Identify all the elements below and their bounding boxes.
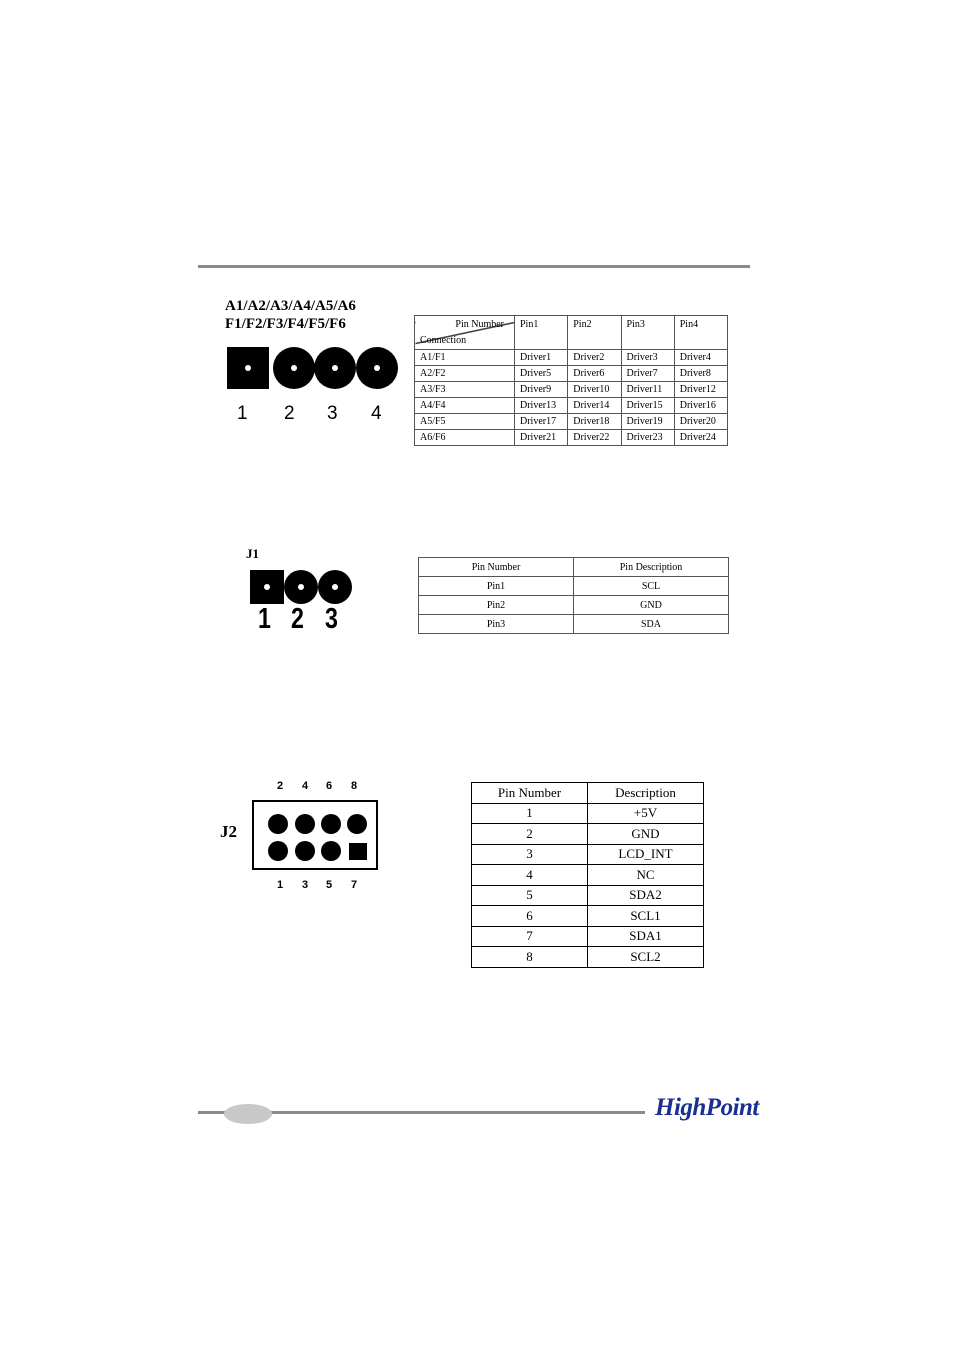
diagonal-header-cell: [415, 316, 515, 350]
header-pin-number: Pin Number: [455, 319, 504, 330]
table-header-row: [472, 783, 704, 804]
pin-6-circle: [321, 814, 341, 834]
table-cell: Driver13: [515, 398, 568, 414]
table-row: [419, 615, 729, 634]
table-cell: Driver18: [568, 414, 621, 430]
header-rule: [198, 265, 750, 268]
table-cell: Driver24: [674, 430, 727, 446]
table-cell: Driver19: [621, 414, 674, 430]
table-cell: A6/F6: [415, 430, 515, 446]
table-cell: Driver10: [568, 382, 621, 398]
pin-number-label: 3: [302, 879, 309, 891]
table-cell: Driver7: [621, 366, 674, 382]
table-cell: Driver22: [568, 430, 621, 446]
pin-5-circle: [321, 841, 341, 861]
table-row: [472, 947, 704, 968]
pin-8-circle: [347, 814, 367, 834]
table-cell: Driver5: [515, 366, 568, 382]
table-cell: Driver11: [621, 382, 674, 398]
table-cell: Driver17: [515, 414, 568, 430]
table-cell: GND: [588, 824, 704, 845]
table-cell: GND: [574, 596, 729, 615]
pin-number-label: 2: [277, 780, 284, 792]
table-row: [415, 382, 728, 398]
header-cell: Pin4: [674, 316, 727, 350]
table-row: [419, 577, 729, 596]
table-cell: 5: [472, 885, 588, 906]
table-cell: Driver12: [674, 382, 727, 398]
header-cell: Description: [588, 783, 704, 804]
table-row: [415, 398, 728, 414]
pin-number-label: 3: [325, 603, 338, 635]
table-cell: A3/F3: [415, 382, 515, 398]
table-cell: Driver14: [568, 398, 621, 414]
page-number-oval: [224, 1104, 272, 1124]
pin-number-label: 3: [327, 403, 338, 424]
pin-7-square: [349, 843, 367, 860]
table-cell: Driver9: [515, 382, 568, 398]
table-cell: 4: [472, 865, 588, 886]
pin-4-circle: [295, 814, 315, 834]
table-cell: Pin1: [419, 577, 574, 596]
table-cell: Driver21: [515, 430, 568, 446]
header-cell: Pin2: [568, 316, 621, 350]
table-cell: NC: [588, 865, 704, 886]
pin-4-circle: [356, 347, 398, 389]
pin-number-label: 4: [302, 780, 309, 792]
header-cell: Pin Number: [472, 783, 588, 804]
pin-number-label: 1: [258, 603, 271, 635]
table-cell: A1/F1: [415, 350, 515, 366]
table-cell: Driver3: [621, 350, 674, 366]
connector-j1-label: J1: [246, 546, 259, 561]
table-cell: SDA1: [588, 926, 704, 947]
table-cell: Pin2: [419, 596, 574, 615]
table-cell: Driver20: [674, 414, 727, 430]
table-cell: A2/F2: [415, 366, 515, 382]
table-row: [415, 414, 728, 430]
table-row: [472, 803, 704, 824]
table-header-row: [415, 316, 728, 350]
table-row: [415, 350, 728, 366]
table-row: [415, 430, 728, 446]
table-cell: Driver6: [568, 366, 621, 382]
pin-number-label: 8: [351, 780, 358, 792]
header-cell: Pin Number: [419, 558, 574, 577]
pin-number-label: 4: [371, 403, 382, 424]
table-cell: SCL: [574, 577, 729, 596]
table-cell: SDA2: [588, 885, 704, 906]
table-row: [419, 596, 729, 615]
header-cell: Pin Description: [574, 558, 729, 577]
table-cell: 1: [472, 803, 588, 824]
pin-number-label: 5: [326, 879, 333, 891]
pin-3-circle: [314, 347, 356, 389]
table-cell: A5/F5: [415, 414, 515, 430]
table-row: [472, 906, 704, 927]
table-cell: +5V: [588, 803, 704, 824]
pin-number-label: 7: [351, 879, 358, 891]
table-row: [472, 926, 704, 947]
table-cell: Driver8: [674, 366, 727, 382]
pin-1-square: [250, 570, 284, 604]
pin-number-label: 6: [326, 780, 333, 792]
j1-pin-table: [418, 557, 729, 634]
table-cell: 3: [472, 844, 588, 865]
j2-pin-table: [471, 782, 704, 968]
highpoint-logo: HighPoint: [655, 1094, 759, 1121]
table-row: [472, 885, 704, 906]
connector-f-label: F1/F2/F3/F4/F5/F6: [225, 316, 346, 332]
table-row: [472, 824, 704, 845]
pin-1-circle: [268, 841, 288, 861]
table-cell: SDA: [574, 615, 729, 634]
pin-number-label: 1: [237, 403, 248, 424]
pin-3-circle: [295, 841, 315, 861]
pin-number-label: 1: [277, 879, 284, 891]
pin-number-label: 2: [291, 603, 304, 635]
header-cell: Pin1: [515, 316, 568, 350]
table-cell: Driver23: [621, 430, 674, 446]
connector-8pin-housing: [252, 800, 378, 870]
table-cell: Driver2: [568, 350, 621, 366]
pin-number-label: 2: [284, 403, 295, 424]
driver-mapping-table: [414, 315, 728, 446]
pin-1-square: [227, 347, 269, 389]
table-cell: A4/F4: [415, 398, 515, 414]
table-cell: SCL1: [588, 906, 704, 927]
table-cell: 7: [472, 926, 588, 947]
table-header-row: [419, 558, 729, 577]
table-cell: 8: [472, 947, 588, 968]
table-row: [472, 844, 704, 865]
table-cell: 2: [472, 824, 588, 845]
connector-j2-label: J2: [220, 822, 237, 841]
pin-2-circle: [268, 814, 288, 834]
table-cell: Pin3: [419, 615, 574, 634]
pin-3-circle: [318, 570, 352, 604]
table-cell: Driver16: [674, 398, 727, 414]
table-cell: 6: [472, 906, 588, 927]
connector-a-label: A1/A2/A3/A4/A5/A6: [225, 298, 356, 314]
header-connection: Connection: [420, 335, 467, 346]
table-cell: Driver4: [674, 350, 727, 366]
table-row: [415, 366, 728, 382]
table-cell: Driver1: [515, 350, 568, 366]
table-cell: LCD_INT: [588, 844, 704, 865]
table-cell: SCL2: [588, 947, 704, 968]
table-row: [472, 865, 704, 886]
header-cell: Pin3: [621, 316, 674, 350]
pin-2-circle: [284, 570, 318, 604]
table-cell: Driver15: [621, 398, 674, 414]
pin-2-circle: [273, 347, 315, 389]
